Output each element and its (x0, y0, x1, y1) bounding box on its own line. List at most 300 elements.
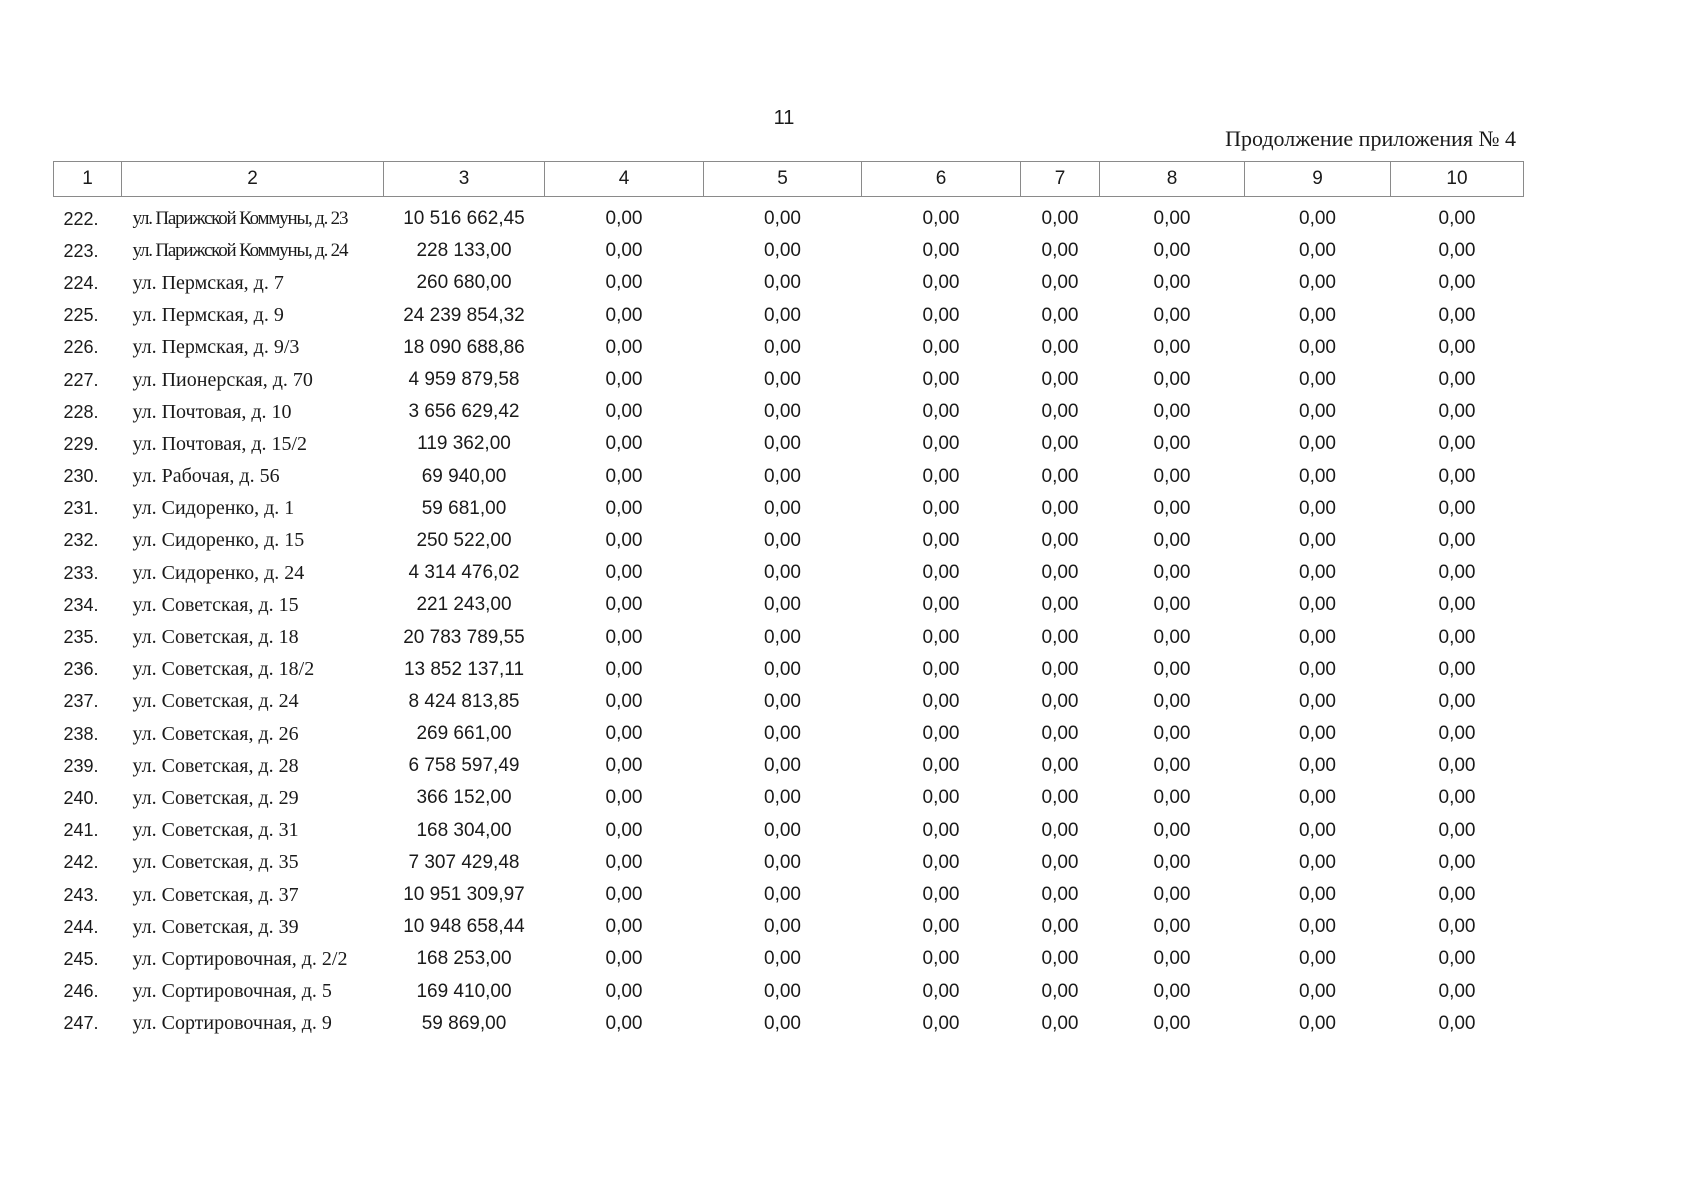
address-cell: ул. Пермская, д. 9 (132, 304, 284, 327)
value-col-8-cell: 0,00 (1153, 787, 1191, 809)
value-col-5-cell: 0,00 (764, 787, 801, 809)
column-header: 4 (545, 162, 704, 197)
amount-col-3-cell: 7 307 429,48 (408, 851, 520, 873)
data-table (53, 161, 1524, 1040)
value-col-6-cell: 0,00 (922, 851, 960, 873)
value-col-9-cell: 0,00 (1299, 401, 1336, 423)
value-col-4-cell: 0,00 (605, 819, 643, 841)
value-col-6-cell: 0,00 (922, 369, 960, 391)
row-number-cell: 224. (63, 272, 99, 293)
table-row (54, 364, 1524, 396)
value-col-6-cell: 0,00 (922, 948, 960, 970)
value-col-4-cell: 0,00 (605, 851, 643, 873)
value-col-4-cell: 0,00 (605, 787, 643, 809)
row-number-cell: 236. (63, 659, 99, 680)
value-col-10-cell: 0,00 (1438, 465, 1476, 487)
value-col-6-cell: 0,00 (922, 401, 960, 423)
value-col-10-cell: 0,00 (1438, 916, 1476, 938)
value-col-8-cell: 0,00 (1153, 851, 1191, 873)
value-col-6-cell: 0,00 (922, 690, 960, 712)
amount-col-3-cell: 10 948 658,44 (403, 916, 525, 938)
amount-col-3-cell: 169 410,00 (416, 980, 512, 1002)
value-col-6-cell: 0,00 (922, 916, 960, 938)
value-col-10-cell: 0,00 (1438, 272, 1476, 294)
value-col-10-cell: 0,00 (1438, 240, 1476, 262)
value-col-7-cell: 0,00 (1041, 819, 1079, 841)
amount-col-3-cell: 69 940,00 (421, 465, 507, 487)
amount-col-3-cell: 366 152,00 (416, 787, 512, 809)
column-header: 9 (1245, 162, 1391, 197)
amount-col-3-cell: 59 869,00 (421, 1012, 507, 1034)
table-header-row (54, 162, 1524, 197)
value-col-5-cell: 0,00 (764, 240, 801, 262)
value-col-8-cell: 0,00 (1153, 916, 1191, 938)
address-cell: ул. Рабочая, д. 56 (132, 465, 280, 488)
address-cell: ул. Советская, д. 29 (132, 786, 299, 809)
table-row (54, 589, 1524, 621)
value-col-10-cell: 0,00 (1438, 884, 1476, 906)
value-col-4-cell: 0,00 (605, 304, 643, 326)
table-row (54, 461, 1524, 493)
value-col-4-cell: 0,00 (605, 465, 643, 487)
address-cell: ул. Советская, д. 15 (132, 593, 299, 616)
value-col-7-cell: 0,00 (1041, 1012, 1079, 1034)
value-col-9-cell: 0,00 (1299, 304, 1336, 326)
value-col-8-cell: 0,00 (1153, 465, 1191, 487)
amount-col-3-cell: 168 253,00 (416, 948, 512, 970)
address-cell: ул. Сортировочная, д. 5 (132, 980, 332, 1003)
address-cell: ул. Сидоренко, д. 15 (132, 529, 305, 552)
amount-col-3-cell: 18 090 688,86 (403, 336, 525, 358)
value-col-10-cell: 0,00 (1438, 980, 1476, 1002)
value-col-10-cell: 0,00 (1438, 594, 1476, 616)
address-cell: ул. Советская, д. 26 (132, 722, 299, 745)
value-col-5-cell: 0,00 (764, 369, 801, 391)
value-col-10-cell: 0,00 (1438, 336, 1476, 358)
value-col-9-cell: 0,00 (1299, 787, 1336, 809)
value-col-6-cell: 0,00 (922, 497, 960, 519)
value-col-7-cell: 0,00 (1041, 529, 1079, 551)
table-row (54, 493, 1524, 525)
value-col-9-cell: 0,00 (1299, 272, 1336, 294)
value-col-7-cell: 0,00 (1041, 304, 1079, 326)
table-row (54, 782, 1524, 814)
amount-col-3-cell: 228 133,00 (416, 240, 512, 262)
value-col-9-cell: 0,00 (1299, 626, 1336, 648)
column-header: 6 (862, 162, 1021, 197)
value-col-8-cell: 0,00 (1153, 272, 1191, 294)
value-col-9-cell: 0,00 (1299, 497, 1336, 519)
value-col-5-cell: 0,00 (764, 948, 801, 970)
value-col-8-cell: 0,00 (1153, 497, 1191, 519)
value-col-8-cell: 0,00 (1153, 819, 1191, 841)
value-col-7-cell: 0,00 (1041, 851, 1079, 873)
column-header: 5 (704, 162, 862, 197)
amount-col-3-cell: 221 243,00 (416, 594, 512, 616)
address-cell: ул. Сидоренко, д. 1 (132, 497, 295, 520)
value-col-7-cell: 0,00 (1041, 465, 1079, 487)
value-col-4-cell: 0,00 (605, 529, 643, 551)
value-col-6-cell: 0,00 (922, 336, 960, 358)
value-col-4-cell: 0,00 (605, 948, 643, 970)
table-row (54, 911, 1524, 943)
amount-col-3-cell: 24 239 854,32 (403, 304, 525, 326)
row-number-cell: 226. (63, 337, 99, 358)
value-col-6-cell: 0,00 (922, 240, 960, 262)
value-col-7-cell: 0,00 (1041, 690, 1079, 712)
address-cell: ул. Советская, д. 28 (132, 754, 299, 777)
amount-col-3-cell: 250 522,00 (416, 529, 512, 551)
value-col-7-cell: 0,00 (1041, 240, 1079, 262)
value-col-10-cell: 0,00 (1438, 369, 1476, 391)
value-col-9-cell: 0,00 (1299, 336, 1336, 358)
table-row (54, 525, 1524, 557)
value-col-4-cell: 0,00 (605, 497, 643, 519)
amount-col-3-cell: 4 314 476,02 (408, 562, 520, 584)
table-row (54, 396, 1524, 428)
value-col-8-cell: 0,00 (1153, 980, 1191, 1002)
table-row (54, 557, 1524, 589)
value-col-4-cell: 0,00 (605, 594, 643, 616)
value-col-8-cell: 0,00 (1153, 690, 1191, 712)
value-col-10-cell: 0,00 (1438, 1012, 1476, 1034)
value-col-10-cell: 0,00 (1438, 723, 1476, 745)
value-col-5-cell: 0,00 (764, 916, 801, 938)
value-col-5-cell: 0,00 (764, 851, 801, 873)
value-col-4-cell: 0,00 (605, 690, 643, 712)
value-col-5-cell: 0,00 (764, 658, 801, 680)
row-number-cell: 237. (63, 691, 99, 712)
value-col-7-cell: 0,00 (1041, 980, 1079, 1002)
value-col-4-cell: 0,00 (605, 980, 643, 1002)
value-col-5-cell: 0,00 (764, 272, 801, 294)
address-cell: ул. Сортировочная, д. 2/2 (132, 947, 348, 970)
table-row (54, 815, 1524, 847)
column-header: 7 (1021, 162, 1100, 197)
row-number-cell: 242. (63, 852, 99, 873)
value-col-5-cell: 0,00 (764, 690, 801, 712)
table-row (54, 718, 1524, 750)
value-col-8-cell: 0,00 (1153, 948, 1191, 970)
value-col-9-cell: 0,00 (1299, 465, 1336, 487)
row-number-cell: 247. (63, 1013, 99, 1034)
table-row (54, 750, 1524, 782)
value-col-9-cell: 0,00 (1299, 755, 1336, 777)
value-col-5-cell: 0,00 (764, 884, 801, 906)
row-number-cell: 234. (63, 594, 99, 615)
amount-col-3-cell: 6 758 597,49 (408, 755, 520, 777)
amount-col-3-cell: 8 424 813,85 (408, 690, 520, 712)
amount-col-3-cell: 119 362,00 (417, 433, 511, 455)
value-col-8-cell: 0,00 (1153, 1012, 1191, 1034)
value-col-7-cell: 0,00 (1041, 594, 1079, 616)
row-number-cell: 245. (63, 948, 99, 969)
value-col-5-cell: 0,00 (764, 336, 801, 358)
value-col-10-cell: 0,00 (1438, 851, 1476, 873)
amount-col-3-cell: 59 681,00 (421, 497, 507, 519)
address-cell: ул. Советская, д. 35 (132, 851, 299, 874)
value-col-4-cell: 0,00 (605, 433, 643, 455)
value-col-9-cell: 0,00 (1299, 1012, 1336, 1034)
row-number-cell: 240. (63, 787, 99, 808)
table-row (54, 235, 1524, 267)
value-col-7-cell: 0,00 (1041, 369, 1079, 391)
table-row (54, 428, 1524, 460)
address-cell: ул. Пермская, д. 9/3 (132, 336, 300, 359)
value-col-6-cell: 0,00 (922, 626, 960, 648)
address-cell: ул. Почтовая, д. 15/2 (132, 432, 308, 455)
value-col-6-cell: 0,00 (922, 433, 960, 455)
value-col-5-cell: 0,00 (764, 401, 801, 423)
value-col-9-cell: 0,00 (1299, 916, 1336, 938)
value-col-4-cell: 0,00 (605, 755, 643, 777)
value-col-10-cell: 0,00 (1438, 626, 1476, 648)
value-col-4-cell: 0,00 (605, 626, 643, 648)
value-col-8-cell: 0,00 (1153, 562, 1191, 584)
amount-col-3-cell: 3 656 629,42 (408, 401, 520, 423)
value-col-7-cell: 0,00 (1041, 336, 1079, 358)
value-col-7-cell: 0,00 (1041, 562, 1079, 584)
value-col-7-cell: 0,00 (1041, 723, 1079, 745)
value-col-8-cell: 0,00 (1153, 401, 1191, 423)
row-number-cell: 243. (63, 884, 99, 905)
value-col-7-cell: 0,00 (1041, 433, 1079, 455)
value-col-7-cell: 0,00 (1041, 497, 1079, 519)
row-number-cell: 231. (63, 498, 99, 519)
amount-col-3-cell: 4 959 879,58 (408, 369, 520, 391)
address-cell: ул. Советская, д. 24 (132, 690, 299, 713)
value-col-6-cell: 0,00 (922, 980, 960, 1002)
value-col-8-cell: 0,00 (1153, 369, 1191, 391)
row-number-cell: 230. (63, 466, 99, 487)
value-col-7-cell: 0,00 (1041, 272, 1079, 294)
value-col-7-cell: 0,00 (1041, 626, 1079, 648)
table-row (54, 976, 1524, 1008)
value-col-8-cell: 0,00 (1153, 433, 1191, 455)
value-col-9-cell: 0,00 (1299, 208, 1336, 230)
value-col-5-cell: 0,00 (764, 208, 801, 230)
value-col-8-cell: 0,00 (1153, 755, 1191, 777)
value-col-5-cell: 0,00 (764, 626, 801, 648)
amount-col-3-cell: 168 304,00 (416, 819, 512, 841)
value-col-5-cell: 0,00 (764, 723, 801, 745)
value-col-4-cell: 0,00 (605, 916, 643, 938)
value-col-6-cell: 0,00 (922, 562, 960, 584)
value-col-8-cell: 0,00 (1153, 884, 1191, 906)
table-row (54, 654, 1524, 686)
table-row (54, 267, 1524, 299)
value-col-8-cell: 0,00 (1153, 626, 1191, 648)
value-col-7-cell: 0,00 (1041, 208, 1079, 230)
value-col-10-cell: 0,00 (1438, 401, 1476, 423)
value-col-7-cell: 0,00 (1041, 787, 1079, 809)
amount-col-3-cell: 13 852 137,11 (403, 658, 525, 680)
value-col-9-cell: 0,00 (1299, 562, 1336, 584)
value-col-5-cell: 0,00 (764, 1012, 801, 1034)
table-row (54, 621, 1524, 653)
value-col-4-cell: 0,00 (605, 658, 643, 680)
address-cell: ул. Пионерская, д. 70 (132, 368, 313, 391)
row-number-cell: 239. (63, 755, 99, 776)
value-col-6-cell: 0,00 (922, 272, 960, 294)
column-header: 2 (122, 162, 384, 197)
row-number-cell: 235. (63, 627, 99, 648)
row-number-cell: 225. (63, 305, 99, 326)
value-col-7-cell: 0,00 (1041, 916, 1079, 938)
table-row (54, 943, 1524, 975)
value-col-10-cell: 0,00 (1438, 755, 1476, 777)
column-header: 1 (54, 162, 122, 197)
value-col-8-cell: 0,00 (1153, 658, 1191, 680)
value-col-4-cell: 0,00 (605, 1012, 643, 1034)
value-col-9-cell: 0,00 (1299, 819, 1336, 841)
value-col-6-cell: 0,00 (922, 884, 960, 906)
table-row (54, 847, 1524, 879)
value-col-4-cell: 0,00 (605, 401, 643, 423)
value-col-9-cell: 0,00 (1299, 851, 1336, 873)
address-cell: ул. Советская, д. 18 (132, 626, 299, 649)
value-col-6-cell: 0,00 (922, 529, 960, 551)
row-number-cell: 229. (63, 433, 99, 454)
value-col-6-cell: 0,00 (922, 208, 960, 230)
row-number-cell: 241. (63, 820, 99, 841)
value-col-7-cell: 0,00 (1041, 658, 1079, 680)
value-col-9-cell: 0,00 (1299, 690, 1336, 712)
row-number-cell: 227. (63, 369, 99, 390)
amount-col-3-cell: 10 951 309,97 (403, 884, 525, 906)
table-row (54, 686, 1524, 718)
address-cell: ул. Сортировочная, д. 9 (132, 1012, 332, 1035)
table-body (54, 197, 1524, 1040)
value-col-9-cell: 0,00 (1299, 948, 1336, 970)
row-number-cell: 232. (63, 530, 99, 551)
value-col-4-cell: 0,00 (605, 723, 643, 745)
address-cell: ул. Советская, д. 31 (132, 819, 299, 842)
value-col-5-cell: 0,00 (764, 980, 801, 1002)
address-cell: ул. Пермская, д. 7 (132, 271, 284, 294)
column-header: 3 (384, 162, 545, 197)
value-col-10-cell: 0,00 (1438, 690, 1476, 712)
value-col-5-cell: 0,00 (764, 819, 801, 841)
value-col-9-cell: 0,00 (1299, 980, 1336, 1002)
address-cell: ул. Сидоренко, д. 24 (132, 561, 305, 584)
value-col-4-cell: 0,00 (605, 272, 643, 294)
value-col-9-cell: 0,00 (1299, 529, 1336, 551)
value-col-7-cell: 0,00 (1041, 755, 1079, 777)
table-row (54, 197, 1524, 236)
value-col-10-cell: 0,00 (1438, 304, 1476, 326)
value-col-9-cell: 0,00 (1299, 658, 1336, 680)
value-col-6-cell: 0,00 (922, 1012, 960, 1034)
value-col-4-cell: 0,00 (605, 336, 643, 358)
value-col-8-cell: 0,00 (1153, 336, 1191, 358)
value-col-5-cell: 0,00 (764, 304, 801, 326)
row-number-cell: 222. (63, 208, 99, 229)
value-col-5-cell: 0,00 (764, 529, 801, 551)
page-number: 11 (773, 107, 795, 129)
value-col-9-cell: 0,00 (1299, 369, 1336, 391)
value-col-9-cell: 0,00 (1299, 594, 1336, 616)
value-col-6-cell: 0,00 (922, 304, 960, 326)
row-number-cell: 238. (63, 723, 99, 744)
value-col-5-cell: 0,00 (764, 433, 801, 455)
value-col-8-cell: 0,00 (1153, 240, 1191, 262)
value-col-5-cell: 0,00 (764, 755, 801, 777)
amount-col-3-cell: 269 661,00 (416, 723, 512, 745)
value-col-8-cell: 0,00 (1153, 529, 1191, 551)
value-col-4-cell: 0,00 (605, 240, 643, 262)
value-col-4-cell: 0,00 (605, 884, 643, 906)
value-col-5-cell: 0,00 (764, 465, 801, 487)
value-col-5-cell: 0,00 (764, 594, 801, 616)
value-col-6-cell: 0,00 (922, 658, 960, 680)
value-col-8-cell: 0,00 (1153, 208, 1191, 230)
address-cell: ул. Парижской Коммуны, д. 23 (132, 208, 348, 230)
row-number-cell: 233. (63, 562, 99, 583)
column-header: 10 (1391, 162, 1524, 197)
value-col-8-cell: 0,00 (1153, 594, 1191, 616)
value-col-10-cell: 0,00 (1438, 208, 1476, 230)
column-header: 8 (1100, 162, 1245, 197)
address-cell: ул. Советская, д. 37 (132, 883, 299, 906)
value-col-9-cell: 0,00 (1299, 884, 1336, 906)
address-cell: ул. Советская, д. 18/2 (132, 658, 315, 681)
value-col-6-cell: 0,00 (922, 723, 960, 745)
row-number-cell: 244. (63, 916, 99, 937)
table-row (54, 300, 1524, 332)
amount-col-3-cell: 20 783 789,55 (403, 626, 525, 648)
value-col-5-cell: 0,00 (764, 562, 801, 584)
row-number-cell: 228. (63, 401, 99, 422)
amount-col-3-cell: 260 680,00 (416, 272, 512, 294)
value-col-6-cell: 0,00 (922, 787, 960, 809)
value-col-10-cell: 0,00 (1438, 529, 1476, 551)
value-col-10-cell: 0,00 (1438, 819, 1476, 841)
address-cell: ул. Парижской Коммуны, д. 24 (132, 240, 348, 262)
value-col-8-cell: 0,00 (1153, 723, 1191, 745)
value-col-10-cell: 0,00 (1438, 658, 1476, 680)
value-col-4-cell: 0,00 (605, 208, 643, 230)
table-row (54, 332, 1524, 364)
value-col-10-cell: 0,00 (1438, 948, 1476, 970)
value-col-6-cell: 0,00 (922, 594, 960, 616)
value-col-7-cell: 0,00 (1041, 401, 1079, 423)
row-number-cell: 246. (63, 981, 99, 1002)
value-col-9-cell: 0,00 (1299, 240, 1336, 262)
value-col-7-cell: 0,00 (1041, 884, 1079, 906)
value-col-9-cell: 0,00 (1299, 723, 1336, 745)
value-col-9-cell: 0,00 (1299, 433, 1336, 455)
amount-col-3-cell: 10 516 662,45 (403, 208, 525, 230)
value-col-6-cell: 0,00 (922, 755, 960, 777)
table-row (54, 879, 1524, 911)
value-col-10-cell: 0,00 (1438, 562, 1476, 584)
value-col-4-cell: 0,00 (605, 562, 643, 584)
value-col-8-cell: 0,00 (1153, 304, 1191, 326)
address-cell: ул. Советская, д. 39 (132, 915, 299, 938)
value-col-10-cell: 0,00 (1438, 433, 1476, 455)
row-number-cell: 223. (63, 240, 99, 261)
value-col-10-cell: 0,00 (1438, 787, 1476, 809)
address-cell: ул. Почтовая, д. 10 (132, 400, 292, 423)
value-col-10-cell: 0,00 (1438, 497, 1476, 519)
value-col-6-cell: 0,00 (922, 465, 960, 487)
value-col-4-cell: 0,00 (605, 369, 643, 391)
table-row (54, 1008, 1524, 1040)
value-col-7-cell: 0,00 (1041, 948, 1079, 970)
value-col-6-cell: 0,00 (922, 819, 960, 841)
appendix-continuation-note: Продолжение приложения № 4 (1225, 126, 1516, 151)
